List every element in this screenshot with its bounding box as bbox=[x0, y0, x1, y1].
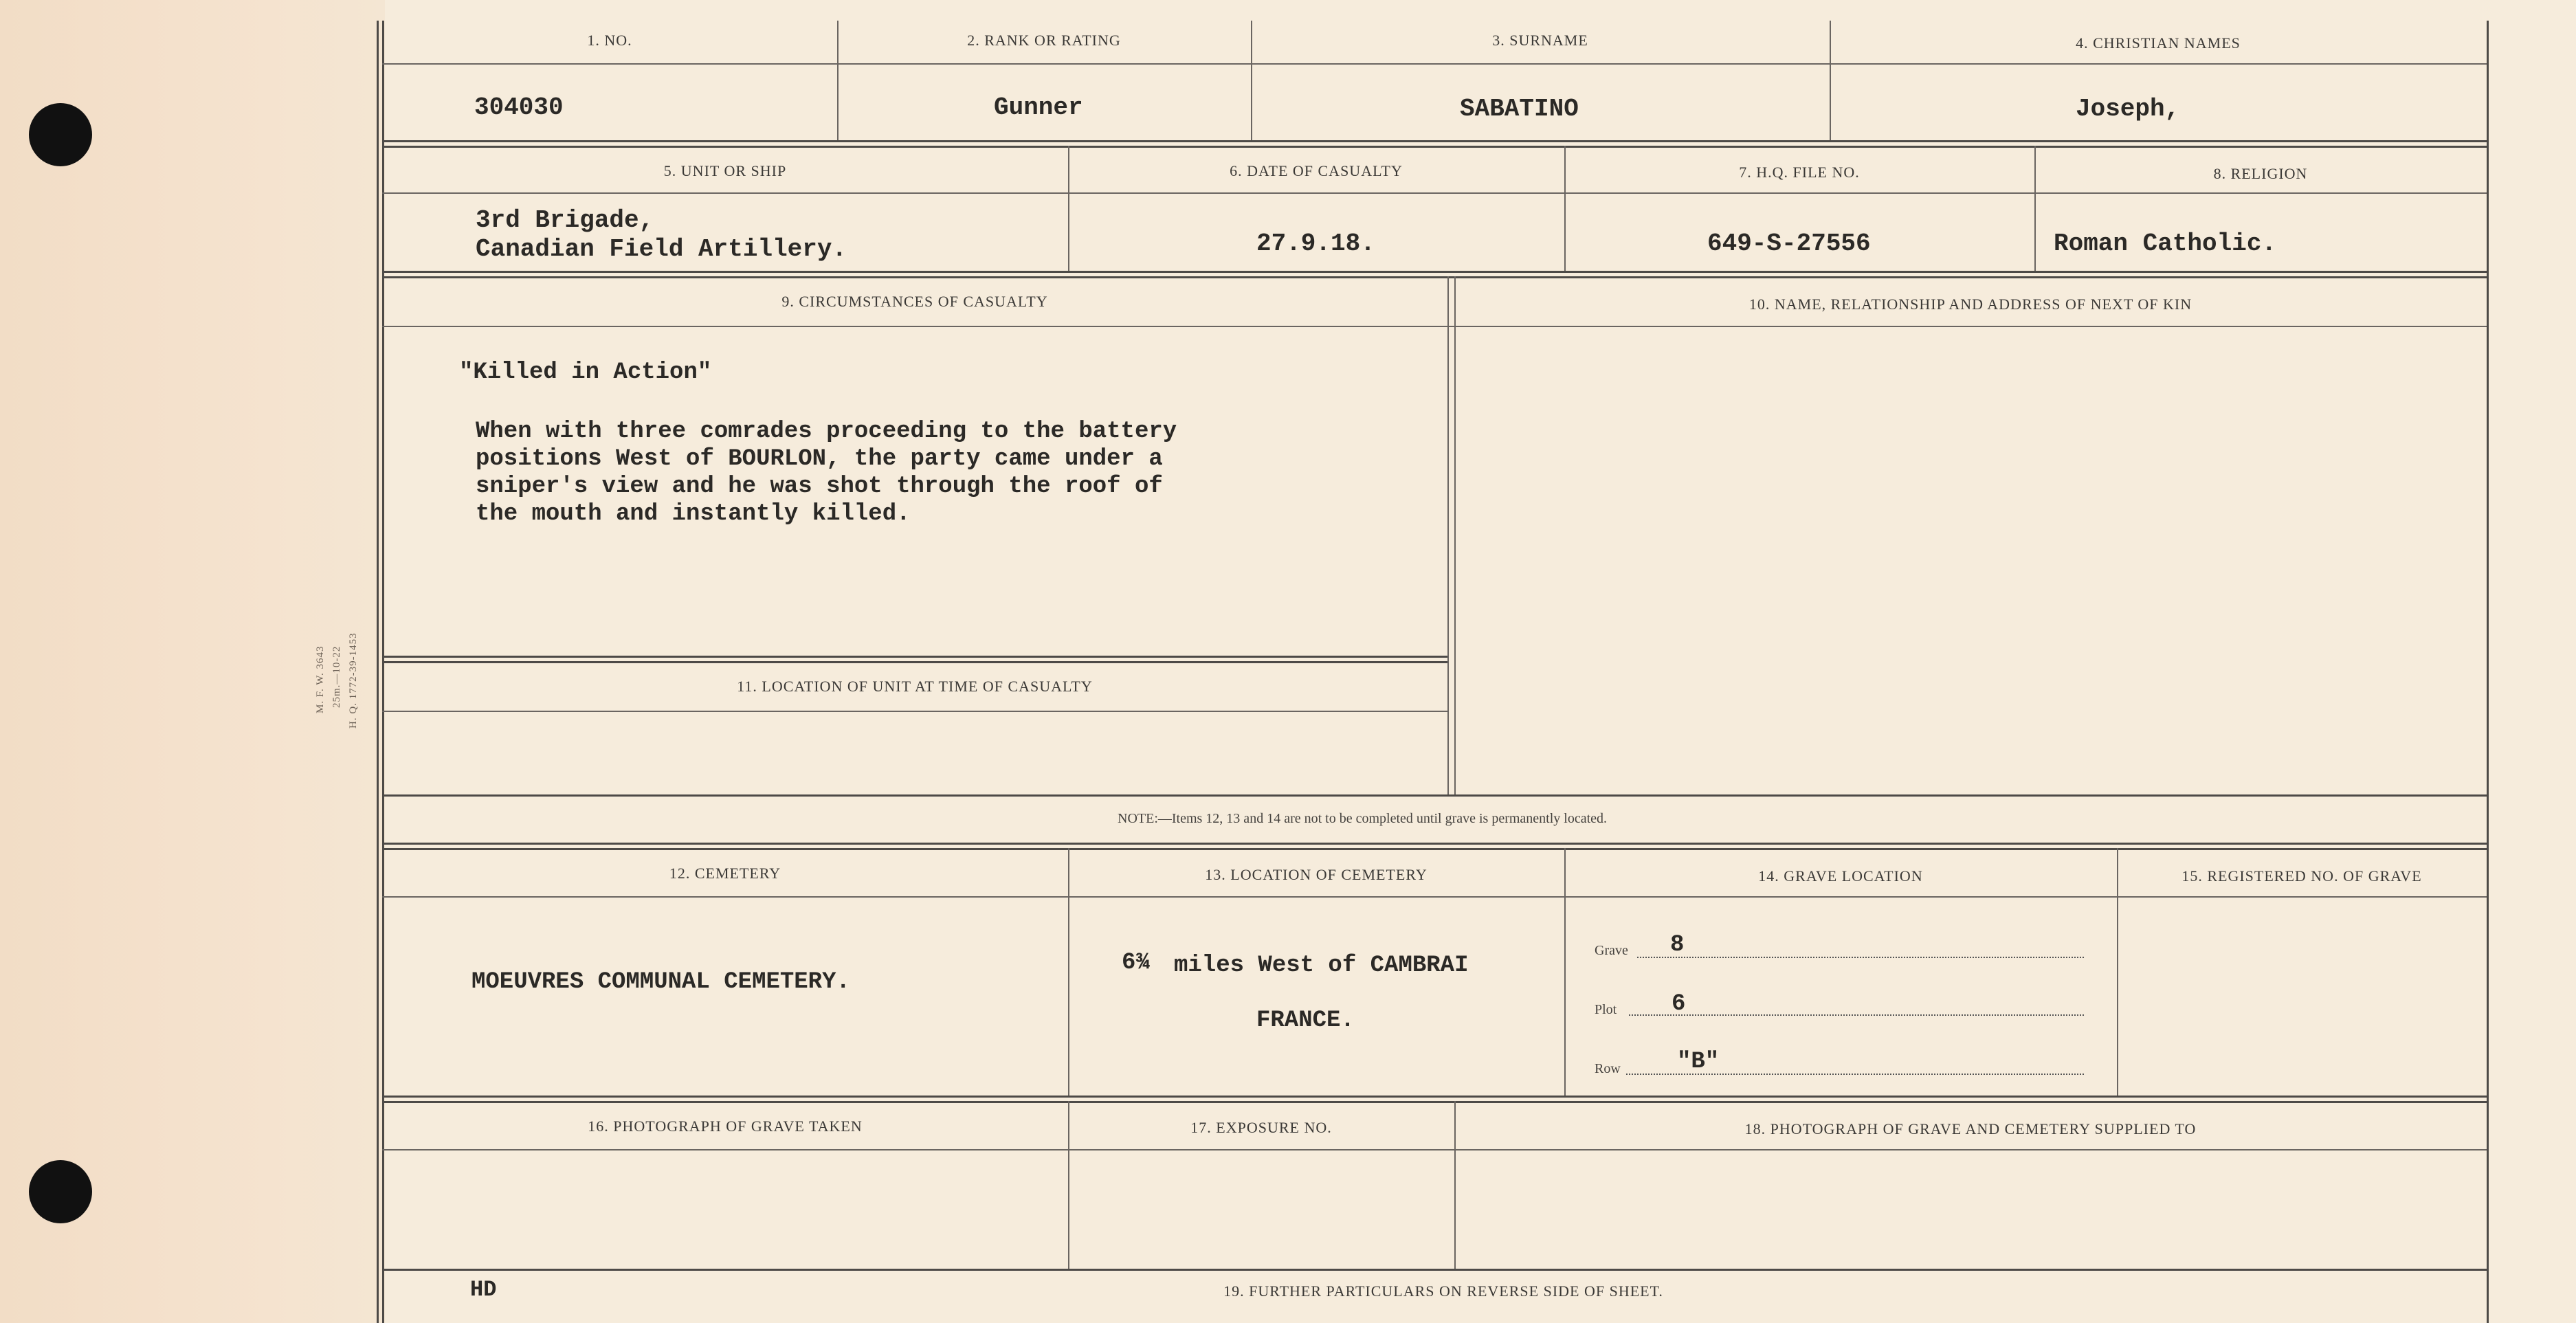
header-rank: 2. RANK OR RATING bbox=[967, 32, 1121, 49]
header-exposure: 17. EXPOSURE NO. bbox=[1190, 1119, 1332, 1136]
value-surname: SABATINO bbox=[1460, 95, 1579, 123]
header-surname: 3. SURNAME bbox=[1492, 32, 1588, 49]
punch-hole-top bbox=[29, 103, 92, 166]
circumstances-title: "Killed in Action" bbox=[459, 359, 712, 386]
loc-unit-rule bbox=[382, 711, 1447, 712]
row2-bottom bbox=[382, 271, 2487, 273]
row12-bottom2 bbox=[382, 1101, 2487, 1103]
header-christian: 4. CHRISTIAN NAMES bbox=[2076, 34, 2241, 52]
row1-rule bbox=[382, 63, 2487, 65]
grave-value: 8 bbox=[1670, 932, 1685, 958]
circumstances-line-2: positions West of BOURLON, the party came under a bbox=[476, 446, 1163, 472]
form-code-3: H. Q. 1772-39-1453 bbox=[348, 632, 359, 729]
right-border bbox=[2487, 21, 2489, 1323]
header-registered: 15. REGISTERED NO. OF GRAVE bbox=[2181, 867, 2422, 885]
row1-bottom bbox=[382, 140, 2487, 142]
header-cemetery: 12. CEMETERY bbox=[669, 865, 781, 882]
value-hq: 649-S-27556 bbox=[1707, 230, 1871, 258]
header-hq: 7. H.Q. FILE NO. bbox=[1739, 164, 1860, 181]
circumstances-line-3: sniper's view and he was shot through the roof of bbox=[476, 474, 1163, 500]
grave-label: Grave bbox=[1595, 943, 1628, 958]
header-unit: 5. UNIT OR SHIP bbox=[663, 162, 787, 179]
value-cemetery: MOEUVRES COMMUNAL CEMETERY. bbox=[471, 969, 850, 995]
circumstances-line-4: the mouth and instantly killed. bbox=[476, 501, 911, 527]
header-location-unit: 11. LOCATION OF UNIT AT TIME OF CASUALTY bbox=[737, 678, 1093, 695]
header-circumstances: 9. CIRCUMSTANCES OF CASUALTY bbox=[781, 293, 1048, 310]
note-bottom bbox=[382, 843, 2487, 845]
row3-rule bbox=[382, 326, 2487, 327]
value-unit-line1: 3rd Brigade, bbox=[476, 206, 654, 234]
value-religion: Roman Catholic. bbox=[2054, 230, 2277, 258]
div-kin2 bbox=[1454, 276, 1456, 794]
value-location-country: FRANCE. bbox=[1256, 1008, 1355, 1034]
plot-value: 6 bbox=[1672, 991, 1686, 1017]
header-next-of-kin: 10. NAME, RELATIONSHIP AND ADDRESS OF NEXT OF KIN bbox=[1748, 296, 2192, 313]
initials: HD bbox=[470, 1277, 497, 1302]
div-grave bbox=[1564, 848, 1566, 1096]
div-loc-cemetery bbox=[1068, 848, 1069, 1096]
value-unit-line2: Canadian Field Artillery. bbox=[476, 235, 847, 263]
header-date: 6. DATE OF CASUALTY bbox=[1230, 162, 1403, 179]
circumstances-line-1: When with three comrades proceeding to the battery bbox=[476, 419, 1177, 445]
note-bottom2 bbox=[382, 848, 2487, 850]
note-top bbox=[382, 794, 2487, 797]
value-date: 27.9.18. bbox=[1256, 230, 1375, 258]
row12-rule bbox=[382, 896, 2487, 898]
punch-hole-bottom bbox=[29, 1160, 92, 1223]
header-further: 19. FURTHER PARTICULARS ON REVERSE SIDE OF SHEET. bbox=[1223, 1282, 1663, 1300]
row2-rule bbox=[382, 192, 2487, 194]
value-location-num: 6¾ bbox=[1122, 950, 1150, 976]
value-christian: Joseph, bbox=[2076, 95, 2180, 123]
row-value: "B" bbox=[1677, 1049, 1720, 1075]
value-no: 304030 bbox=[474, 93, 564, 122]
header-grave-location: 14. GRAVE LOCATION bbox=[1758, 867, 1923, 885]
grave-dots bbox=[1637, 957, 2084, 958]
header-religion: 8. RELIGION bbox=[2213, 165, 2308, 182]
row16-rule bbox=[382, 1149, 2487, 1150]
row16-bottom bbox=[382, 1269, 2487, 1271]
div-kin bbox=[1447, 276, 1449, 794]
binding-margin bbox=[0, 0, 385, 1323]
row-label: Row bbox=[1595, 1061, 1621, 1076]
form-code-2: 25m.—10-22 bbox=[331, 645, 342, 708]
header-location-cemetery: 13. LOCATION OF CEMETERY bbox=[1205, 866, 1428, 883]
div-registered bbox=[2117, 848, 2118, 1096]
header-no: 1. NO. bbox=[587, 32, 632, 49]
loc-unit-top bbox=[382, 656, 1447, 658]
left-border bbox=[377, 21, 379, 1323]
header-photo-taken: 16. PHOTOGRAPH OF GRAVE TAKEN bbox=[588, 1118, 863, 1135]
value-location-rest: miles West of CAMBRAI bbox=[1174, 953, 1469, 979]
form-code-1: M. F. W. 3643 bbox=[315, 645, 326, 713]
row12-bottom bbox=[382, 1096, 2487, 1098]
header-photo-supplied: 18. PHOTOGRAPH OF GRAVE AND CEMETERY SUPPLIED TO bbox=[1744, 1120, 2197, 1137]
row1-bottom2 bbox=[382, 146, 2487, 148]
row2-bottom2 bbox=[382, 276, 2487, 278]
value-rank: Gunner bbox=[994, 93, 1083, 122]
plot-dots bbox=[1629, 1014, 2084, 1016]
plot-label: Plot bbox=[1595, 1002, 1617, 1017]
loc-unit-top2 bbox=[382, 661, 1447, 663]
note-text: NOTE:—Items 12, 13 and 14 are not to be completed until grave is permanently located. bbox=[1118, 811, 1608, 826]
